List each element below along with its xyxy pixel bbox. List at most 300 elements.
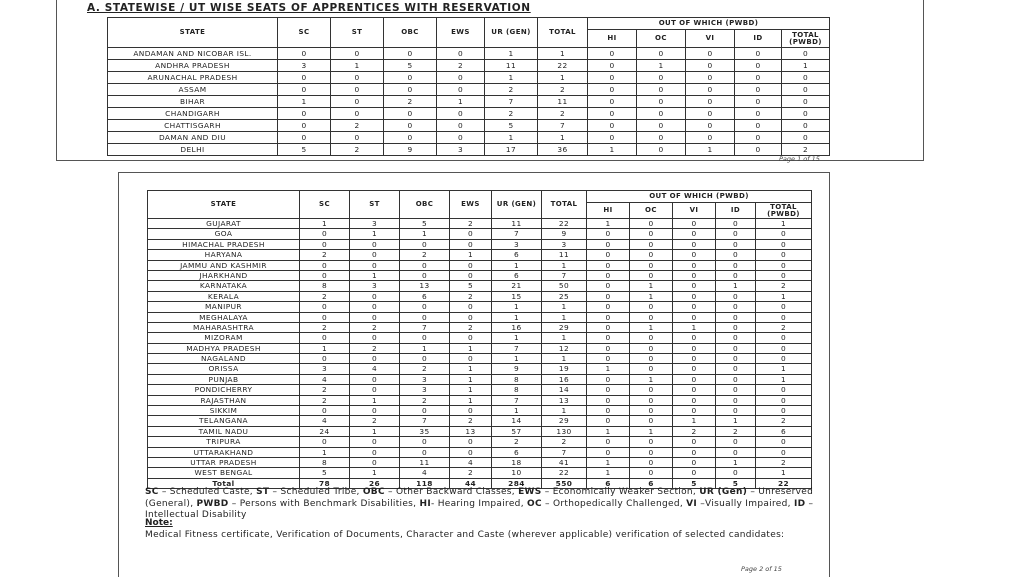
value-cell: 0 [673, 385, 716, 395]
table-row [108, 48, 830, 60]
value-cell: 0 [756, 395, 812, 405]
value-cell: 0 [686, 96, 735, 108]
value-cell: 0 [673, 333, 716, 343]
value-cell: 2 [437, 60, 485, 72]
table-row [148, 302, 812, 312]
value-cell: 0 [756, 333, 812, 343]
note-text: Medical Fitness certificate, Verification of Documents, Character and Caste (wherever applicable) verification of selected candidates: [145, 530, 785, 540]
value-cell: 24 [300, 426, 350, 436]
value-cell: 118 [400, 478, 450, 488]
value-cell: 2 [716, 426, 756, 436]
value-cell: 0 [588, 108, 637, 120]
value-cell: 8 [300, 281, 350, 291]
value-cell: 0 [637, 84, 686, 96]
table-row [148, 447, 812, 457]
value-cell: 6 [400, 291, 450, 301]
value-cell: 1 [300, 447, 350, 457]
value-cell: 0 [350, 447, 400, 457]
value-cell: 1 [542, 333, 587, 343]
value-cell: 0 [450, 270, 492, 280]
col-vi: VI [686, 30, 735, 48]
value-cell: 3 [350, 281, 400, 291]
value-cell: 1 [450, 250, 492, 260]
value-cell: 57 [492, 426, 542, 436]
value-cell: 1 [630, 291, 673, 301]
legend-text: – Orthopedically Challenged, [541, 498, 687, 509]
document-page-1 [56, 0, 924, 161]
state-cell: HIMACHAL PRADESH [148, 239, 300, 249]
value-cell: 0 [300, 239, 350, 249]
value-cell: 1 [756, 468, 812, 478]
table-row [148, 229, 812, 239]
value-cell: 0 [300, 437, 350, 447]
value-cell: 6 [756, 426, 812, 436]
value-cell: 0 [587, 395, 630, 405]
value-cell: 3 [400, 374, 450, 384]
value-cell: 8 [492, 374, 542, 384]
table-row [148, 354, 812, 364]
value-cell: 0 [587, 281, 630, 291]
value-cell: 1 [450, 395, 492, 405]
col-obc: OBC [400, 191, 450, 219]
value-cell: 0 [400, 354, 450, 364]
value-cell: 0 [673, 291, 716, 301]
value-cell: 6 [492, 447, 542, 457]
state-cell: BIHAR [108, 96, 278, 108]
value-cell: 0 [673, 395, 716, 405]
legend-abbr: OBC [362, 487, 385, 497]
state-cell: UTTAR PRADESH [148, 457, 300, 467]
value-cell: 0 [686, 84, 735, 96]
value-cell: 0 [673, 364, 716, 374]
value-cell: 6 [492, 250, 542, 260]
value-cell: 0 [300, 406, 350, 416]
value-cell: 0 [278, 72, 331, 84]
value-cell: 0 [450, 312, 492, 322]
state-cell: Total [148, 478, 300, 488]
value-cell: 1 [756, 364, 812, 374]
value-cell: 0 [300, 302, 350, 312]
value-cell: 5 [450, 281, 492, 291]
value-cell: 0 [735, 96, 782, 108]
value-cell: 0 [384, 132, 437, 144]
legend-text: – Scheduled Tribe, [269, 487, 363, 497]
value-cell: 16 [492, 322, 542, 332]
value-cell: 7 [492, 395, 542, 405]
value-cell: 15 [492, 291, 542, 301]
value-cell: 2 [450, 416, 492, 426]
col-sc: SC [300, 191, 350, 219]
value-cell: 2 [485, 84, 538, 96]
state-cell: SIKKIM [148, 406, 300, 416]
legend-abbr: ST [256, 487, 270, 497]
state-cell: RAJASTHAN [148, 395, 300, 405]
value-cell: 0 [331, 96, 384, 108]
value-cell: 0 [400, 302, 450, 312]
value-cell: 0 [630, 457, 673, 467]
value-cell: 0 [350, 291, 400, 301]
table-body [108, 48, 830, 156]
value-cell: 0 [331, 108, 384, 120]
value-cell: 0 [630, 312, 673, 322]
state-cell: MANIPUR [148, 302, 300, 312]
table-row [108, 108, 830, 120]
value-cell: 5 [673, 478, 716, 488]
value-cell: 0 [673, 406, 716, 416]
value-cell: 1 [437, 96, 485, 108]
value-cell: 4 [450, 457, 492, 467]
value-cell: 0 [716, 333, 756, 343]
value-cell: 0 [735, 60, 782, 72]
value-cell: 22 [542, 468, 587, 478]
value-cell: 0 [437, 48, 485, 60]
state-cell: JAMMU AND KASHMIR [148, 260, 300, 270]
value-cell: 0 [450, 437, 492, 447]
legend-abbr: EWS [518, 487, 542, 497]
value-cell: 0 [686, 132, 735, 144]
value-cell: 1 [400, 343, 450, 353]
value-cell: 1 [630, 374, 673, 384]
value-cell: 0 [735, 108, 782, 120]
value-cell: 29 [542, 416, 587, 426]
value-cell: 1 [716, 457, 756, 467]
col-total-pwbd: TOTAL (PWBD) [756, 203, 812, 219]
value-cell: 1 [450, 374, 492, 384]
value-cell: 50 [542, 281, 587, 291]
value-cell: 0 [716, 239, 756, 249]
value-cell: 13 [542, 395, 587, 405]
value-cell: 5 [716, 478, 756, 488]
value-cell: 0 [782, 84, 830, 96]
state-cell: MAHARASHTRA [148, 322, 300, 332]
value-cell: 2 [450, 468, 492, 478]
value-cell: 1 [630, 322, 673, 332]
value-cell: 35 [400, 426, 450, 436]
value-cell: 0 [450, 333, 492, 343]
value-cell: 0 [637, 96, 686, 108]
value-cell: 0 [630, 364, 673, 374]
state-cell: DELHI [108, 144, 278, 156]
value-cell: 0 [588, 84, 637, 96]
value-cell: 1 [492, 260, 542, 270]
value-cell: 0 [400, 447, 450, 457]
value-cell: 0 [350, 312, 400, 322]
value-cell: 1 [450, 364, 492, 374]
value-cell: 78 [300, 478, 350, 488]
table-row [108, 120, 830, 132]
value-cell: 26 [350, 478, 400, 488]
value-cell: 2 [450, 322, 492, 332]
value-cell: 0 [716, 447, 756, 457]
value-cell: 0 [782, 48, 830, 60]
state-cell: UTTARAKHAND [148, 447, 300, 457]
value-cell: 2 [331, 144, 384, 156]
col-total-pwbd: TOTAL (PWBD) [782, 30, 830, 48]
value-cell: 3 [437, 144, 485, 156]
legend-text: – Intellectual Disability [145, 498, 814, 520]
value-cell: 22 [542, 219, 587, 229]
table-body [148, 219, 812, 489]
value-cell: 2 [538, 108, 588, 120]
value-cell: 0 [673, 374, 716, 384]
value-cell: 0 [587, 333, 630, 343]
value-cell: 2 [782, 144, 830, 156]
value-cell: 0 [673, 468, 716, 478]
value-cell: 0 [437, 132, 485, 144]
col-total: TOTAL [538, 18, 588, 48]
value-cell: 7 [400, 416, 450, 426]
value-cell: 0 [588, 96, 637, 108]
value-cell: 0 [588, 60, 637, 72]
col-state: STATE [148, 191, 300, 219]
value-cell: 0 [350, 406, 400, 416]
value-cell: 3 [492, 239, 542, 249]
col-oc: OC [630, 203, 673, 219]
value-cell: 0 [673, 229, 716, 239]
value-cell: 0 [630, 385, 673, 395]
value-cell: 4 [300, 374, 350, 384]
value-cell: 1 [673, 322, 716, 332]
value-cell: 3 [278, 60, 331, 72]
value-cell: 0 [716, 385, 756, 395]
value-cell: 1 [630, 281, 673, 291]
value-cell: 1 [782, 60, 830, 72]
value-cell: 6 [587, 478, 630, 488]
state-cell: ARUNACHAL PRADESH [108, 72, 278, 84]
value-cell: 11 [542, 250, 587, 260]
value-cell: 0 [437, 120, 485, 132]
value-cell: 0 [686, 120, 735, 132]
value-cell: 2 [538, 84, 588, 96]
value-cell: 0 [384, 108, 437, 120]
value-cell: 1 [587, 219, 630, 229]
value-cell: 13 [400, 281, 450, 291]
value-cell: 13 [450, 426, 492, 436]
value-cell: 0 [587, 385, 630, 395]
value-cell: 0 [587, 239, 630, 249]
value-cell: 5 [278, 144, 331, 156]
value-cell: 0 [756, 385, 812, 395]
value-cell: 1 [538, 72, 588, 84]
value-cell: 0 [587, 374, 630, 384]
value-cell: 0 [716, 250, 756, 260]
value-cell: 2 [350, 416, 400, 426]
value-cell: 2 [485, 108, 538, 120]
state-cell: ANDAMAN AND NICOBAR ISL. [108, 48, 278, 60]
table-row [108, 60, 830, 72]
col-id: ID [716, 203, 756, 219]
value-cell: 0 [716, 364, 756, 374]
value-cell: 11 [485, 60, 538, 72]
value-cell: 2 [300, 385, 350, 395]
value-cell: 0 [630, 354, 673, 364]
value-cell: 0 [588, 72, 637, 84]
value-cell: 1 [400, 229, 450, 239]
legend-text: – Economically Weaker Section, [541, 487, 700, 497]
state-cell: MEGHALAYA [148, 312, 300, 322]
state-cell: TELANGANA [148, 416, 300, 426]
value-cell: 0 [735, 120, 782, 132]
state-cell: GOA [148, 229, 300, 239]
value-cell: 0 [686, 72, 735, 84]
value-cell: 44 [450, 478, 492, 488]
value-cell: 29 [542, 322, 587, 332]
value-cell: 11 [538, 96, 588, 108]
col-sc: SC [278, 18, 331, 48]
value-cell: 0 [384, 120, 437, 132]
value-cell: 0 [716, 343, 756, 353]
value-cell: 284 [492, 478, 542, 488]
col-ews: EWS [450, 191, 492, 219]
value-cell: 9 [384, 144, 437, 156]
value-cell: 0 [673, 343, 716, 353]
value-cell: 0 [350, 457, 400, 467]
state-cell: ASSAM [108, 84, 278, 96]
page-number: Page 1 of 15 [779, 155, 820, 163]
state-cell: MIZORAM [148, 333, 300, 343]
value-cell: 1 [756, 291, 812, 301]
value-cell: 0 [735, 48, 782, 60]
value-cell: 0 [673, 281, 716, 291]
value-cell: 130 [542, 426, 587, 436]
value-cell: 0 [630, 250, 673, 260]
value-cell: 1 [450, 385, 492, 395]
legend-abbr: ID [793, 498, 806, 509]
page-number: Page 2 of 15 [741, 565, 782, 573]
value-cell: 0 [400, 333, 450, 343]
value-cell: 1 [542, 312, 587, 322]
value-cell: 0 [437, 108, 485, 120]
value-cell: 0 [716, 468, 756, 478]
value-cell: 0 [587, 322, 630, 332]
table-row [148, 364, 812, 374]
value-cell: 0 [637, 120, 686, 132]
value-cell: 1 [492, 333, 542, 343]
value-cell: 36 [538, 144, 588, 156]
value-cell: 0 [587, 291, 630, 301]
value-cell: 9 [492, 364, 542, 374]
table-row [148, 343, 812, 353]
value-cell: 0 [673, 270, 716, 280]
value-cell: 0 [278, 48, 331, 60]
col-pwbd-group: OUT OF WHICH (PWBD) [588, 18, 830, 30]
value-cell: 2 [756, 416, 812, 426]
section-heading: A. STATEWISE / UT WISE SEATS OF APPRENTICES WITH RESERVATION [87, 2, 531, 14]
value-cell: 0 [735, 72, 782, 84]
value-cell: 0 [637, 132, 686, 144]
value-cell: 550 [542, 478, 587, 488]
value-cell: 0 [756, 354, 812, 364]
value-cell: 0 [782, 96, 830, 108]
value-cell: 0 [331, 132, 384, 144]
value-cell: 0 [673, 312, 716, 322]
seats-table-page-1 [107, 17, 830, 156]
value-cell: 8 [492, 385, 542, 395]
value-cell: 0 [350, 437, 400, 447]
value-cell: 0 [756, 302, 812, 312]
value-cell: 0 [630, 406, 673, 416]
value-cell: 0 [300, 312, 350, 322]
value-cell: 16 [542, 374, 587, 384]
col-vi: VI [673, 203, 716, 219]
table-row [148, 270, 812, 280]
value-cell: 0 [716, 322, 756, 332]
table-row [108, 96, 830, 108]
value-cell: 0 [450, 239, 492, 249]
value-cell: 0 [587, 416, 630, 426]
value-cell: 0 [637, 72, 686, 84]
value-cell: 0 [630, 260, 673, 270]
value-cell: 0 [756, 312, 812, 322]
value-cell: 0 [630, 468, 673, 478]
col-ur-gen: UR (GEN) [485, 18, 538, 48]
value-cell: 5 [300, 468, 350, 478]
value-cell: 41 [542, 457, 587, 467]
col-hi: HI [588, 30, 637, 48]
value-cell: 7 [492, 229, 542, 239]
col-id: ID [735, 30, 782, 48]
value-cell: 1 [542, 354, 587, 364]
value-cell: 2 [673, 426, 716, 436]
value-cell: 0 [300, 333, 350, 343]
value-cell: 0 [637, 108, 686, 120]
value-cell: 0 [587, 406, 630, 416]
value-cell: 0 [350, 239, 400, 249]
value-cell: 25 [542, 291, 587, 301]
value-cell: 0 [735, 84, 782, 96]
col-pwbd-group: OUT OF WHICH (PWBD) [587, 191, 812, 203]
state-cell: KARNATAKA [148, 281, 300, 291]
value-cell: 0 [587, 250, 630, 260]
value-cell: 2 [350, 322, 400, 332]
col-total: TOTAL [542, 191, 587, 219]
state-cell: ANDHRA PRADESH [108, 60, 278, 72]
value-cell: 0 [782, 72, 830, 84]
value-cell: 0 [300, 229, 350, 239]
value-cell: 0 [630, 437, 673, 447]
value-cell: 0 [756, 250, 812, 260]
value-cell: 8 [300, 457, 350, 467]
value-cell: 0 [673, 260, 716, 270]
value-cell: 0 [278, 108, 331, 120]
table-row [148, 312, 812, 322]
value-cell: 0 [587, 354, 630, 364]
value-cell: 0 [350, 333, 400, 343]
value-cell: 0 [686, 108, 735, 120]
value-cell: 0 [350, 260, 400, 270]
value-cell: 0 [630, 447, 673, 457]
legend-text: –Visually Impaired, [697, 498, 794, 509]
value-cell: 2 [331, 120, 384, 132]
value-cell: 4 [300, 416, 350, 426]
value-cell: 1 [485, 132, 538, 144]
value-cell: 19 [542, 364, 587, 374]
value-cell: 0 [384, 48, 437, 60]
value-cell: 5 [485, 120, 538, 132]
value-cell: 0 [686, 48, 735, 60]
legend-abbr: OC [527, 498, 542, 509]
value-cell: 0 [587, 312, 630, 322]
value-cell: 0 [716, 260, 756, 270]
value-cell: 1 [331, 60, 384, 72]
value-cell: 1 [587, 457, 630, 467]
state-cell: PONDICHERRY [148, 385, 300, 395]
value-cell: 2 [756, 322, 812, 332]
col-oc: OC [637, 30, 686, 48]
value-cell: 0 [630, 343, 673, 353]
value-cell: 0 [587, 447, 630, 457]
value-cell: 10 [492, 468, 542, 478]
